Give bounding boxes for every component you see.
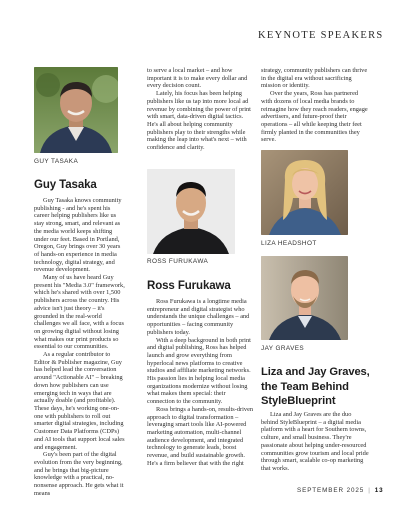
- ross-furukawa-photo: [147, 169, 235, 254]
- footer-divider: |: [368, 487, 371, 494]
- ross-furukawa-bio: [147, 298, 254, 467]
- liza-graves-caption: LIZA HEADSHOT: [261, 240, 317, 247]
- heading-line: Liza and Jay Graves,: [261, 366, 370, 378]
- ross-bio-paragraph: Ross Furukawa is a longtime media entrepreneur and digital strategist who understands the unique challenges – and opportunities – facing community publishers today.: [147, 298, 250, 336]
- ross-bio-paragraph: strategy, community publishers can thrive in the digital era without sacrificing mission or identity.: [261, 67, 368, 90]
- ross-bio-paragraph: Over the years, Ross has partnered with dozens of local media brands to reimagine how they reach readers, engage advertisers, and future-proof their operations – all while keeping their feet firmly planted in the communities they serve.: [261, 90, 368, 144]
- guy-bio-paragraph: Guy Tasaka knows community publishing - and he's spent his career helping publishers like us stay strong, smart, and relevant as the media world keeps shifting under our feet. Based in Portland, Oregon, Guy brings over 30 years of hands-on experience in media technology, digital strategy, and revenue development.: [34, 197, 122, 274]
- guy-tasaka-bio-continued: [147, 67, 254, 152]
- ross-bio-paragraph: Ross brings a hands-on, results-driven approach to digital transformation – leveraging smart tools like AI-powered marketing automation, multi-channel audience development, and integrated technology to generate leads, boost revenue, and build sustainable growth. He's a firm believer that with the right: [147, 405, 254, 467]
- guy-bio-paragraph: Guy's been part of the digital evolution from the very beginning, and he brings that big-picture knowledge with a practical, no-nonsense approach. He gets what it means: [34, 451, 124, 497]
- ross-furukawa-bio-continued: [261, 67, 369, 144]
- guy-tasaka-bio: [34, 197, 125, 497]
- guy-tasaka-caption: GUY TASAKA: [34, 158, 79, 165]
- liza-jay-graves-bio: [261, 411, 369, 473]
- ross-furukawa-caption: ROSS FURUKAWA: [147, 258, 209, 265]
- footer-month: SEPTEMBER 2025: [297, 487, 365, 494]
- guy-bio-paragraph: Many of us have heard Guy present his "Media 3.0" framework, which he's shared with over 1,500 publishers across the country. His advice isn't just theory – it's grounded in the real-world challenges we all face, with a focus on growing digital without losing what makes our print products so essential to our communities.: [34, 274, 125, 351]
- liza-jay-bio-paragraph: Liza and Jay Graves are the duo behind StyleBlueprint – a digital media platform with a heart for Southern towns, culture, and small business. They're passionate about helping under-resourced communities grow tourism and local pride through smart, scalable co-op marketing that works.: [261, 411, 369, 472]
- guy-bio-paragraph: Lately, his focus has been helping publishers like us tap into more local ad revenue by combining the power of print with smart, data-driven digital tactics. He's all about helping community publishers play to their strengths while making the leap into what's next – with confidence and clarity.: [147, 90, 251, 152]
- liza-graves-photo: [261, 150, 348, 235]
- guy-bio-paragraph: to serve a local market – and how important it is to make every dollar and every decision count.: [147, 67, 248, 90]
- jay-graves-portrait-image: [261, 256, 348, 340]
- heading-line: the Team Behind: [261, 380, 349, 393]
- liza-graves-portrait-image: [261, 150, 348, 235]
- section-header: KEYNOTE SPEAKERS: [258, 30, 384, 41]
- guy-tasaka-name: Guy Tasaka: [34, 179, 97, 191]
- page-footer: [297, 487, 384, 494]
- page-number: 13: [374, 487, 384, 494]
- liza-jay-graves-heading: [261, 365, 381, 409]
- guy-tasaka-portrait-image: [34, 67, 118, 153]
- ross-furukawa-portrait-image: [147, 169, 235, 254]
- jay-graves-caption: JAY GRAVES: [261, 345, 305, 352]
- guy-tasaka-photo: [34, 67, 118, 153]
- guy-bio-paragraph: As a regular contributor to Editor & Publisher magazine, Guy has helped lead the conversation around "Actionable AI" – breaking down how publishers can use emerging tech in ways that are actually doable (and profitable). These days, he's working one-on-one with publishers to roll out smarter digital strategies, including Customer Data Platforms (CDPs) and AI tools that support local sales and engagement.: [34, 351, 125, 451]
- jay-graves-photo: [261, 256, 348, 340]
- heading-line: StyleBlueprint: [261, 395, 336, 407]
- ross-bio-paragraph: With a deep background in both print and digital publishing, Ross has helped launch and grow everything from hyperlocal news platforms to creative studios and affiliate marketing networks. His passion lies in helping local media organizations modernize without losing what makes them special: their connection to the community.: [147, 336, 251, 406]
- ross-furukawa-name: Ross Furukawa: [147, 280, 231, 292]
